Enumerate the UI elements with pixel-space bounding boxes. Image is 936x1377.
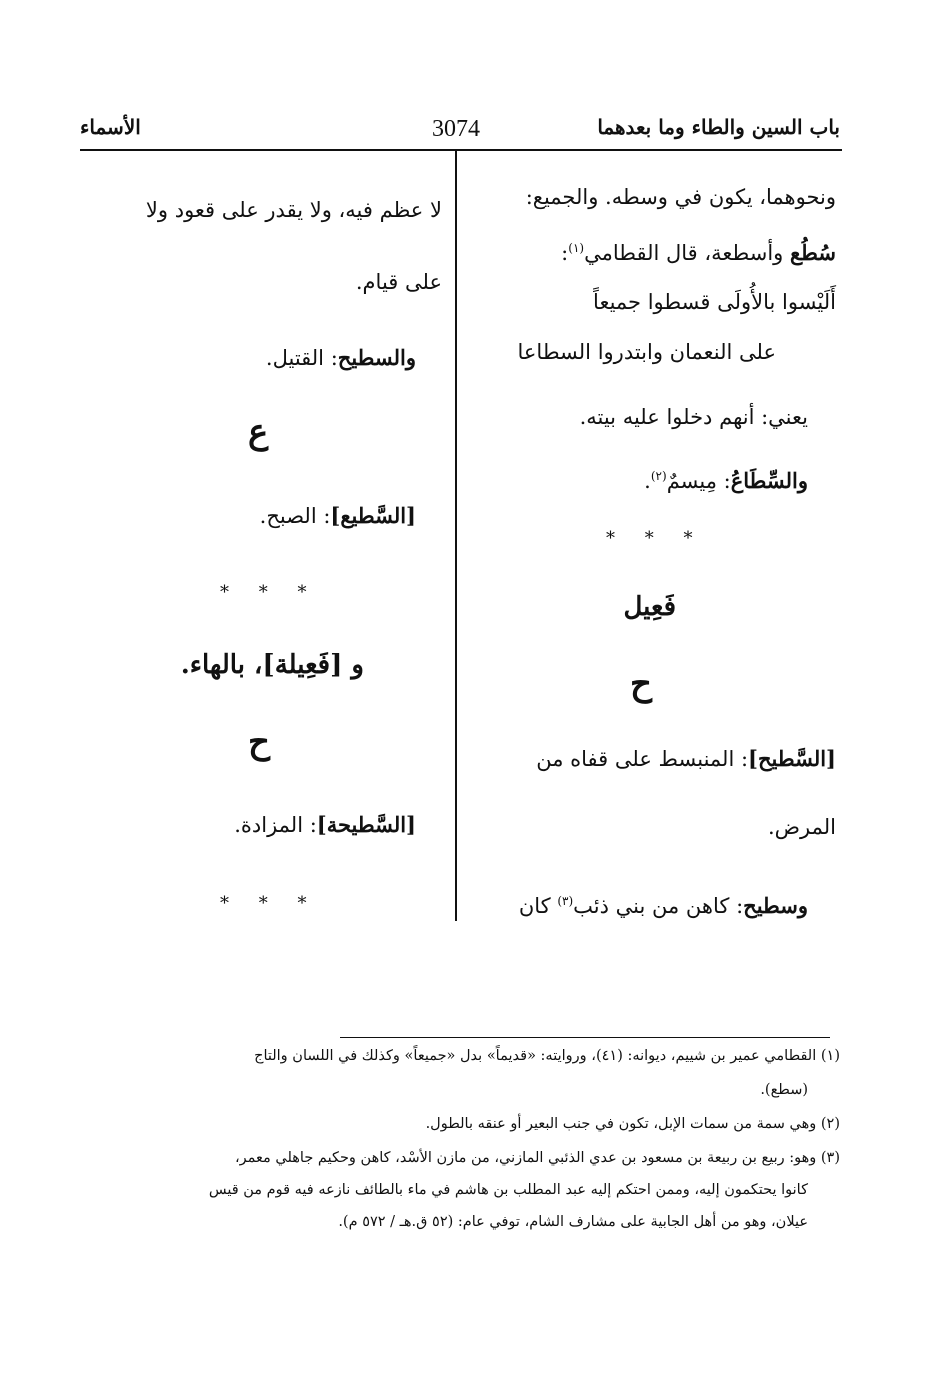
entry-word-sitaa: والسِّطَاعُ [730,468,808,493]
footnote-2: (٢) وهي سمة من سمات الإبل، تكون في جنب البعير أو عنقه بالطول. [425,1116,840,1132]
right-line-10: المرض. [767,815,836,839]
left-line-3: والسطيح: القتيل. [265,345,416,370]
header-rule [80,149,842,151]
page-number: 3074 [432,116,480,142]
verse-first-hemistich: أَلَيْسوا بالأُولَى قسطوا جميعاً [593,290,836,314]
right-line-11: وسطيح: كاهن من بني ذئب$^{(٣)}$ كان [518,893,808,918]
section-separator-stars: * * * [606,528,705,549]
entry-word-satiha: [السَّطيحة] [316,812,416,837]
left-line-4: [السَّطيع]: الصبح. [259,503,416,528]
left-line-6: [السَّطيحة]: المزادة. [234,812,416,837]
footnote-3: (٣) وهو: ربيع بن ربيعة بن مسعود بن عدي الذئبي المازني، من مازن الأسْد، كاهن وحكيم جاهلي معمر، [234,1150,840,1166]
letter-heading-ain: ع [248,412,269,452]
entry-word-al-satih: والسطيح [337,345,416,370]
left-line-2: على قيام. [355,270,442,294]
footnote-3-cont: كانوا يحتكمون إليه، وممن احتكم إليه عبد المطلب بن هاشم في ماء بالطائف نازعه فيه قوم من قيس [208,1182,808,1198]
right-line-1: ونحوهما، يكون في وسطه. والجميع: [525,185,836,209]
section-separator-stars: * * * [220,893,319,914]
right-line-6: والسِّطَاعُ: مِيسمٌ$^{(٢)}$. [644,468,808,493]
entry-word-sutu: سُطُع [790,240,836,265]
entry-word-satih-name: وسطيح [743,893,808,918]
letter-heading-ha: ح [630,664,652,704]
verse-second-hemistich: على النعمان وابتدروا السطاعا [517,340,776,364]
section-separator-stars: * * * [220,582,319,603]
footnote-1-cont: (سطع). [760,1082,808,1098]
column-divider [455,151,457,921]
right-line-5: يعني: أنهم دخلوا عليه بيته. [579,405,808,429]
letter-heading-ha: ح [248,722,270,762]
running-header-right: باب السين والطاء وما بعدهما [597,115,840,139]
left-line-1: لا عظم فيه، ولا يقدر على قعود ولا [145,198,442,222]
section-heading-faila: و [فَعِيلة]، بالهاء. [180,650,364,680]
footnote-ref-2: (٢) [650,469,667,483]
footnote-3-cont: عيلان، وهو من أهل الجابية على مشارف الشام، توفي عام: (٥٢ ق.هـ / ٥٧٢ م). [338,1214,808,1230]
right-line-2: سُطُع وأسطعة، قال القطامي$^{(١)}$: [561,240,836,265]
entry-word-satii: [السَّطيع] [330,503,416,528]
running-header-left: الأسماء [80,115,141,139]
footnote-rule [340,1037,830,1038]
entry-word-satih: [السَّطيح] [748,746,836,771]
footnote-ref-1: (١) [568,241,585,255]
footnote-ref-3: (٣) [557,894,574,908]
footnote-1: (١) القطامي عمير بن شييم، ديوانه: (٤١)، وروايته: «قديماً» بدل «جميعاً» وكذلك في اللسان والتاج [254,1048,840,1064]
right-line-9: [السَّطيح]: المنبسط على قفاه من [536,746,836,771]
section-heading-fail: فَعِيل [623,592,676,622]
